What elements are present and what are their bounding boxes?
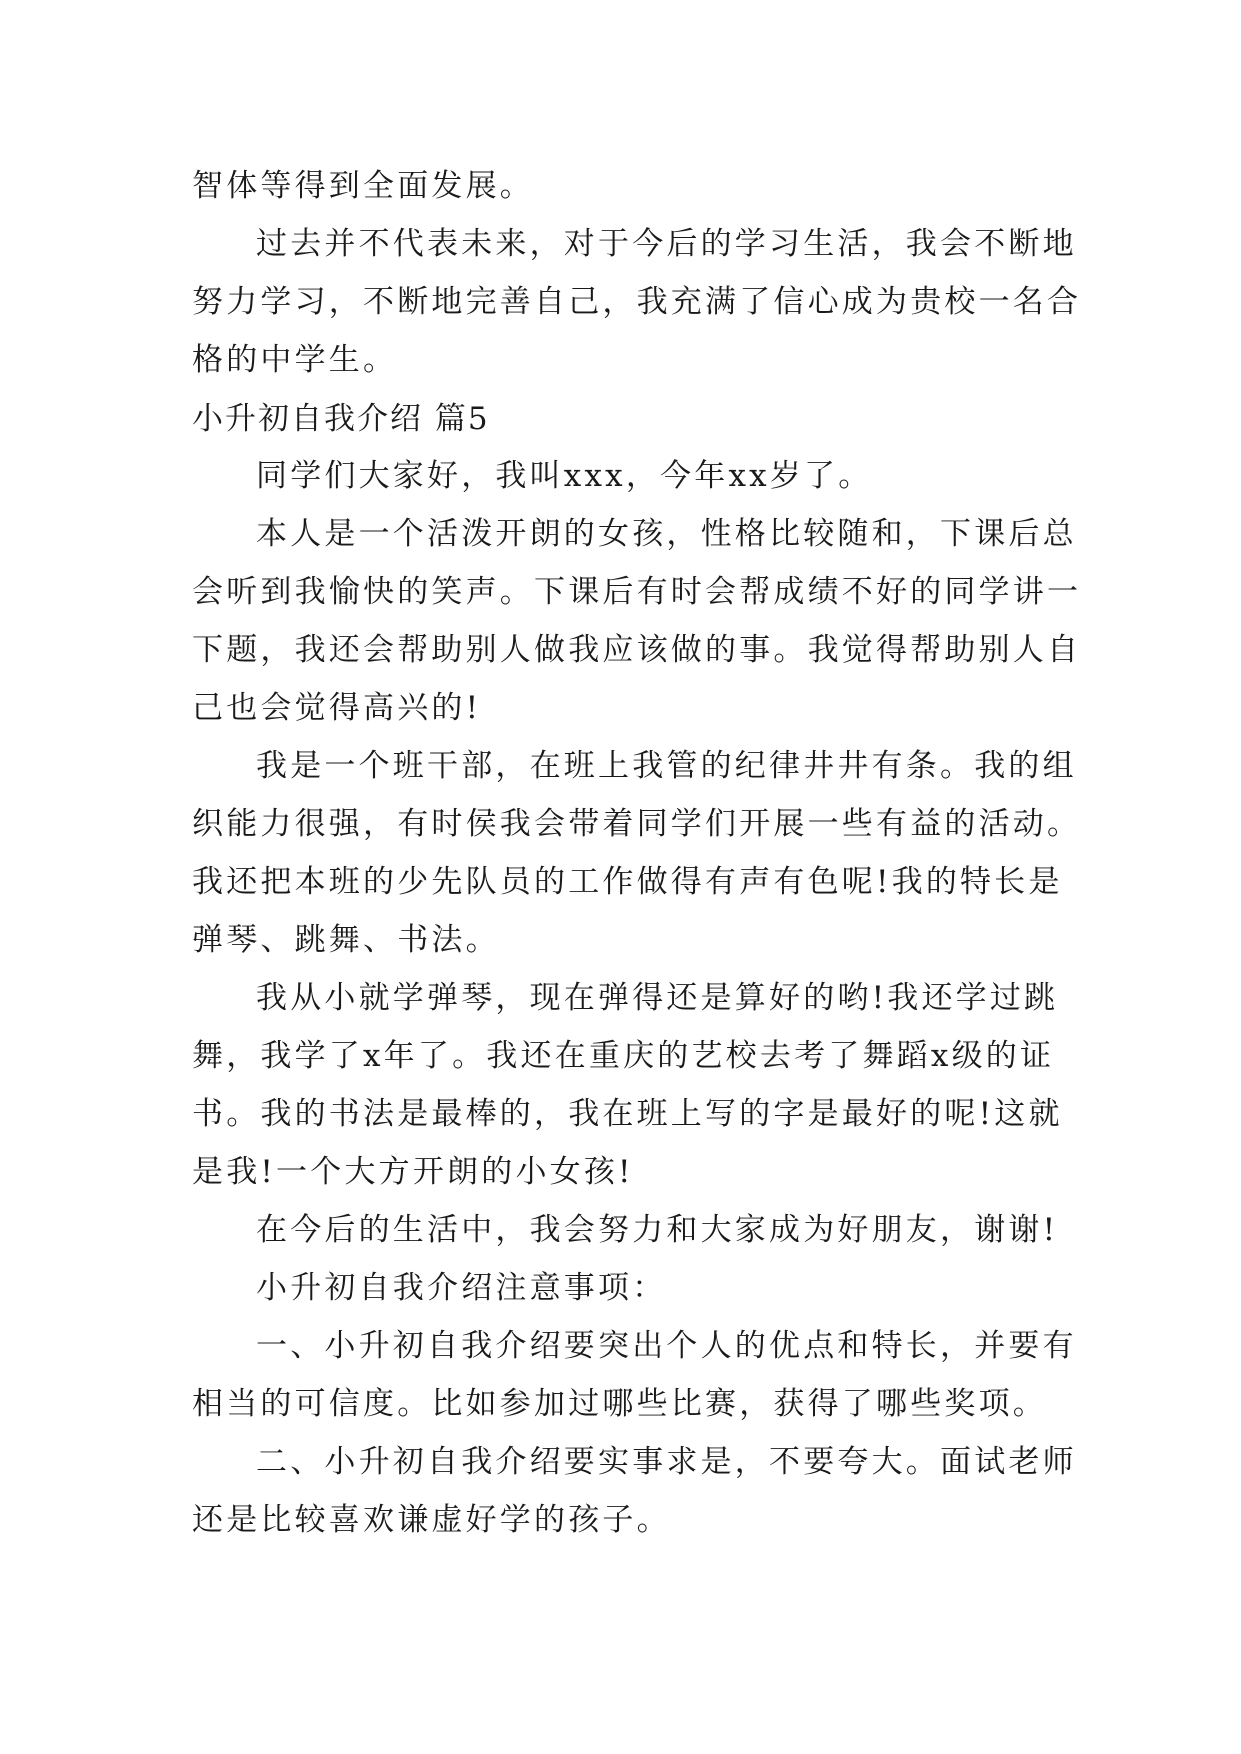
text-line: 弹琴、跳舞、书法。 — [192, 922, 500, 958]
section-heading: 小升初自我介绍 篇5 — [192, 401, 490, 437]
text-line: 我是一个班干部，在班上我管的纪律井井有条。我的组 — [256, 748, 1077, 784]
text-line: 织能力很强，有时侯我会带着同学们开展一些有益的活动。 — [192, 806, 1082, 842]
text-line: 己也会觉得高兴的! — [192, 690, 482, 726]
text-line: 会听到我愉快的笑声。下课后有时会帮成绩不好的同学讲一 — [192, 574, 1082, 610]
text-line: 本人是一个活泼开朗的女孩，性格比较随和，下课后总 — [256, 516, 1077, 552]
text-line: 智体等得到全面发展。 — [192, 168, 534, 204]
text-line: 同学们大家好，我叫xxx，今年xx岁了。 — [256, 458, 873, 494]
text-line: 下题，我还会帮助别人做我应该做的事。我觉得帮助别人自 — [192, 632, 1082, 668]
text-line: 相当的可信度。比如参加过哪些比赛，获得了哪些奖项。 — [192, 1386, 1047, 1422]
text-line: 格的中学生。 — [192, 342, 398, 378]
text-line: 我还把本班的少先队员的工作做得有声有色呢!我的特长是 — [192, 864, 1063, 900]
text-line: 我从小就学弹琴，现在弹得还是算好的哟!我还学过跳 — [256, 980, 1059, 1016]
text-line: 二、小升初自我介绍要实事求是，不要夸大。面试老师 — [256, 1444, 1077, 1480]
text-line: 过去并不代表未来，对于今后的学习生活，我会不断地 — [256, 226, 1077, 262]
text-line: 一、小升初自我介绍要突出个人的优点和特长，并要有 — [256, 1328, 1077, 1364]
text-line: 在今后的生活中，我会努力和大家成为好朋友，谢谢! — [256, 1212, 1059, 1248]
text-line: 努力学习，不断地完善自己，我充满了信心成为贵校一名合 — [192, 284, 1082, 320]
text-line: 小升初自我介绍注意事项： — [256, 1270, 667, 1306]
text-line: 是我!一个大方开朗的小女孩! — [192, 1154, 634, 1190]
text-line: 书。我的书法是最棒的，我在班上写的字是最好的呢!这就 — [192, 1096, 1063, 1132]
text-line: 舞，我学了x年了。我还在重庆的艺校去考了舞蹈x级的证 — [192, 1038, 1055, 1074]
text-line: 还是比较喜欢谦虚好学的孩子。 — [192, 1502, 671, 1538]
